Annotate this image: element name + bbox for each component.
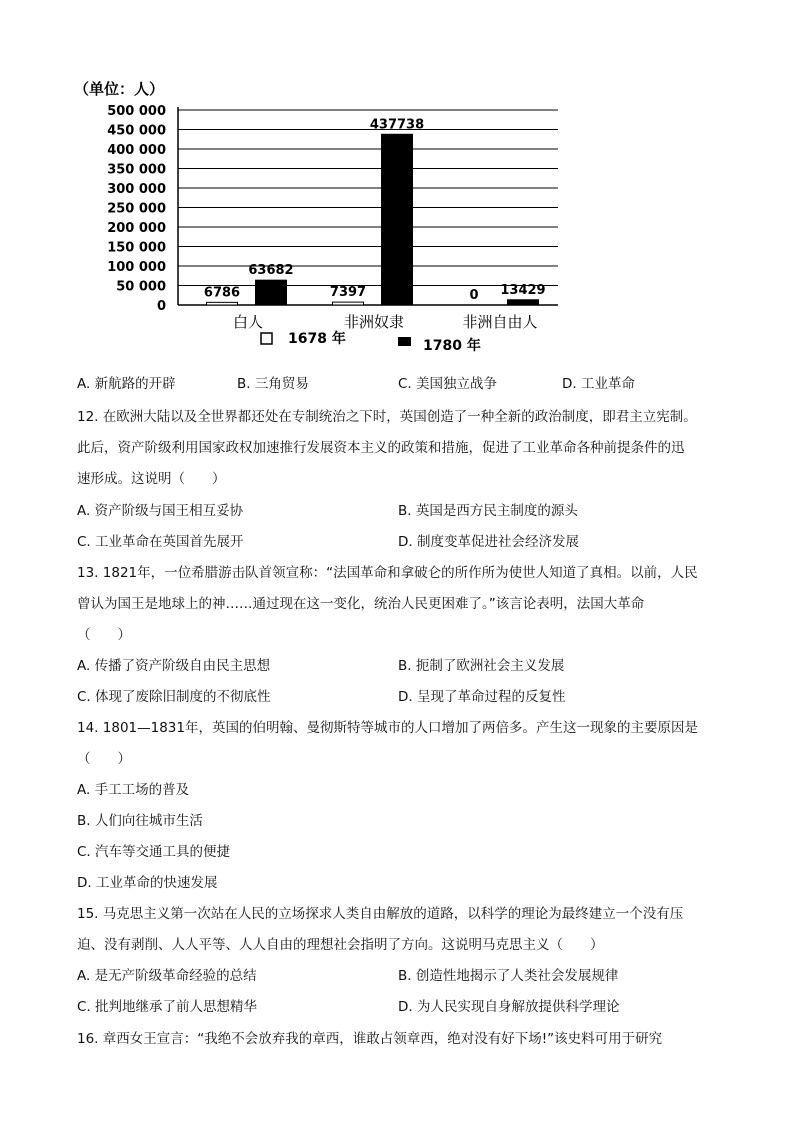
q13-option-b: B. 扼制了欧洲社会主义发展 (398, 658, 565, 674)
legend-label-1678: 1678 年 (288, 331, 346, 347)
q12-option-d: D. 制度变革促进社会经济发展 (398, 534, 579, 550)
q14-option-d: D. 工业革命的快速发展 (77, 875, 218, 891)
y-tick-label: 150 000 (107, 240, 166, 256)
data-label: 437738 (369, 117, 425, 133)
bar-1780 (382, 134, 413, 305)
q15-option-a: A. 是无产阶级革命经验的总结 (77, 968, 257, 984)
y-tick-label: 450 000 (107, 123, 166, 139)
q15-line-1: 15. 马克思主义第一次站在人民的立场探求人类自由解放的道路，以科学的理论为最终建立一个没有压 (77, 906, 684, 922)
bar-1780 (256, 280, 287, 305)
y-tick-label: 50 000 (116, 279, 166, 295)
q12-option-a: A. 资产阶级与国王相互妥协 (77, 503, 244, 519)
q15-option-b: B. 创造性地揭示了人类社会发展规律 (398, 968, 619, 984)
q12-line-2: 此后，资产阶级利用国家政权加速推行发展资本主义的政策和措施，促进了工业革命各种前提条件的迅 (77, 440, 685, 456)
data-label: 0 (469, 288, 479, 303)
q14-option-a: A. 手工工场的普及 (77, 782, 190, 798)
q16-line-1: 16. 章西女王宣言：“我绝不会放弃我的章西，谁敢占领章西，绝对没有好下场!”该史料可用于研究 (77, 1031, 663, 1047)
unit-label: （单位：人） (74, 80, 165, 98)
q14-line-1: 14. 1801—1831年，英国的伯明翰、曼彻斯特等城市的人口增加了两倍多。产生这一现象的主要原因是 (77, 720, 698, 736)
q11-option-d: D. 工业革命 (562, 376, 635, 392)
q13-option-d: D. 呈现了革命过程的反复性 (398, 689, 566, 705)
y-tick-label: 500 000 (107, 104, 166, 119)
q11-option-b: B. 三角贸易 (237, 376, 309, 392)
category-label: 非洲自由人 (462, 313, 538, 331)
legend-swatch-1678 (261, 333, 272, 344)
data-label: 13429 (500, 282, 546, 298)
y-tick-label: 0 (156, 299, 166, 314)
data-label: 63682 (248, 263, 294, 279)
q11-option-c: C. 美国独立战争 (398, 376, 498, 392)
q14-option-b: B. 人们向往城市生活 (77, 813, 203, 829)
q12-line-1: 12. 在欧洲大陆以及全世界都还处在专制统治之下时，英国创造了一种全新的政治制度，即君主立宪制。 (77, 409, 697, 425)
y-tick-label: 400 000 (107, 143, 166, 158)
q12-option-b: B. 英国是西方民主制度的源头 (398, 503, 578, 519)
q13-option-a: A. 传播了资产阶级自由民主思想 (77, 658, 271, 674)
bar-1780 (508, 300, 539, 305)
bar-1678 (333, 302, 364, 305)
q12-line-3: 速形成。这说明（ ） (77, 471, 226, 487)
q13-line-1: 13. 1821年，一位希腊游击队首领宣称：“法国革命和拿破仑的所作所为使世人知道了真相。以前，人民 (77, 565, 698, 581)
y-tick-label: 300 000 (107, 182, 166, 197)
q15-option-d: D. 为人民实现自身解放提供科学理论 (398, 999, 620, 1015)
category-label: 非洲奴隶 (343, 313, 405, 331)
q14-option-c: C. 汽车等交通工具的便捷 (77, 844, 231, 860)
q11-option-a: A. 新航路的开辟 (77, 376, 176, 392)
q13-line-3: （ ） (77, 627, 131, 643)
q12-option-c: C. 工业革命在英国首先展开 (77, 534, 244, 550)
q15-option-c: C. 批判地继承了前人思想精华 (77, 999, 258, 1015)
q14-line-2: （ ） (77, 751, 131, 767)
category-label: 白人 (232, 313, 264, 331)
y-tick-label: 250 000 (107, 201, 166, 217)
q13-line-2: 曾认为国王是地球上的神……通过现在这一变化，统治人民更困难了。”该言论表明，法国大革命 (77, 596, 645, 612)
q15-line-2: 迫、没有剥削、人人平等、人人自由的理想社会指明了方向。这说明马克思主义（ ） (77, 937, 604, 953)
legend-label-1780: 1780 年 (423, 338, 481, 354)
bar-1678 (207, 302, 238, 305)
y-tick-label: 100 000 (107, 260, 166, 275)
y-tick-label: 200 000 (107, 221, 166, 236)
y-tick-label: 350 000 (107, 162, 166, 178)
legend-swatch-1780 (398, 337, 411, 346)
q13-option-c: C. 体现了废除旧制度的不彻底性 (77, 689, 271, 705)
data-label: 7397 (329, 285, 367, 301)
data-label: 6786 (203, 285, 241, 301)
population-bar-chart (0, 0, 794, 370)
